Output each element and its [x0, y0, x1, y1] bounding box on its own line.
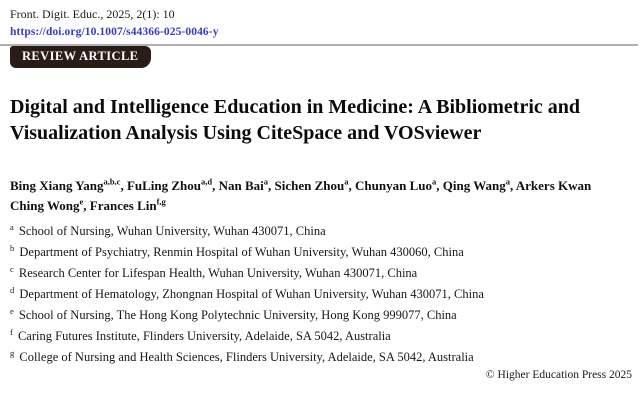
header-rule [0, 44, 638, 70]
author: Arkers Kwan Ching Wong$^e$ [10, 178, 592, 213]
journal-citation-line: Front. Digit. Educ., 2025, 2(1): 10 [10, 7, 175, 21]
affiliation-item: $^a$ School of Nursing, Wuhan University, Wuhan 430071, China [10, 221, 326, 238]
copyright-notice: © Higher Education Press 2025 [485, 369, 632, 381]
article-type-badge: REVIEW ARTICLE [10, 46, 151, 68]
author: Qing Wang$^a$ [442, 176, 510, 193]
affiliation-item: $^f$ Caring Futures Institute, Flinders University, Adelaide, SA 5042, Australia [10, 326, 391, 343]
article-title: Digital and Intelligence Education in Medicine: A Bibliometric and Visualization Analysis Using CiteSpace and VOSviewer [10, 96, 581, 144]
author: Bing Xiang Yang$^{a,b,c}$ [10, 176, 121, 193]
author: Nan Bai$^a$ [218, 176, 269, 193]
author: FuLing Zhou$^{a,d}$ [126, 176, 213, 193]
affiliation-item: $^b$ Department of Psychiatry, Renmin Hospital of Wuhan University, Wuhan 430060, China [10, 242, 464, 259]
author: Chunyan Luo$^a$ [355, 176, 437, 193]
author: Sichen Zhou$^a$ [274, 176, 349, 193]
affiliation-item: $^d$ Department of Hematology, Zhongnan Hospital of Wuhan University, Wuhan 430071, China [10, 284, 484, 301]
affiliation-item: $^e$ School of Nursing, The Hong Kong Polytechnic University, Hong Kong 999077, China [10, 305, 457, 322]
doi-link[interactable]: https://doi.org/10.1007/s44366-025-0046-y [10, 26, 219, 38]
author: Frances Lin$^{f,g}$ [89, 196, 166, 213]
affiliation-item: $^g$ College of Nursing and Health Sciences, Flinders University, Adelaide, SA 5042, Australia [10, 347, 474, 364]
author-list: Bing Xiang Yang$^{a,b,c}$, FuLing Zhou$^{a,d}$, Nan Bai$^a$, Sichen Zhou$^a$, Chunyan Luo$^a$, Qing Wang$^a$, Arkers Kwan Ching Wong$^e$, Frances Lin$^{f,g}$ [10, 176, 592, 213]
affiliation-list [10, 221, 630, 368]
affiliation-item: $^c$ Research Center for Lifespan Health, Wuhan University, Wuhan 430071, China [10, 263, 418, 280]
